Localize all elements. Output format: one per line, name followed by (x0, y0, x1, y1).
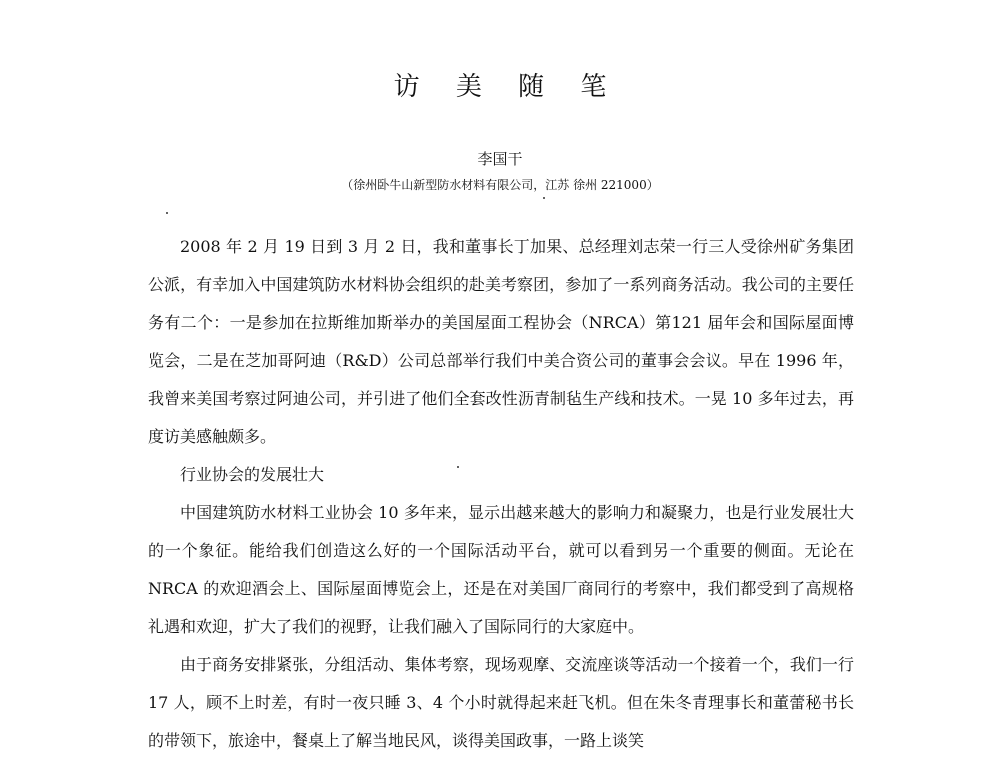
scan-speck (543, 197, 545, 199)
article-title: 访 美 随 笔 (393, 72, 621, 102)
author-name: 李国干 (477, 150, 523, 168)
scan-speck (166, 212, 168, 214)
section-paragraph: 中国建筑防水材料工业协会 10 多年来，显示出越来越大的影响力和凝聚力，也是行业发展壮大的一个象征。能给我们创造这么好的一个国际活动平台，就可以看到另一个重要的侧面。无论在 NRCA 的欢迎酒会上、国际屋面博览会上，还是在对美国厂商同行的考察中，我们都受到了高规格礼遇和欢迎，扩大了我们的视野，让我们融入了国际同行的大家庭中。 (148, 503, 854, 636)
intro-paragraph: 2008 年 2 月 19 日到 3 月 2 日，我和董事长丁加果、总经理刘志荣一行三人受徐州矿务集团公派，有幸加入中国建筑防水材料协会组织的赴美考察团，参加了一系列商务活动。我公司的主要任务有二个：一是参加在拉斯维加斯举办的美国屋面工程协会（NRCA）第121 届年会和国际屋面博览会，二是在芝加哥阿迪（R&D）公司总部举行我们中美合资公司的董事会会议。早在 1996 年，我曾来美国考察过阿迪公司，并引进了他们全套改性沥青制毡生产线和技术。一晃 10 多年过去，再度访美感触颇多。 (148, 237, 854, 446)
article-body (148, 228, 854, 760)
section-heading: 行业协会的发展壮大 (180, 465, 325, 484)
section-paragraph: 由于商务安排紧张，分组活动、集体考察，现场观摩、交流座谈等活动一个接着一个，我们一行 17 人，顾不上时差，有时一夜只睡 3、4 个小时就得起来赶飞机。但在朱冬青理事长和董蕾秘书长的带领下，旅途中，餐桌上了解当地民风，谈得美国政事，一路上谈笑 (148, 655, 854, 750)
author-affiliation: （徐州卧牛山新型防水材料有限公司，江苏 徐州 221000） (341, 178, 659, 192)
